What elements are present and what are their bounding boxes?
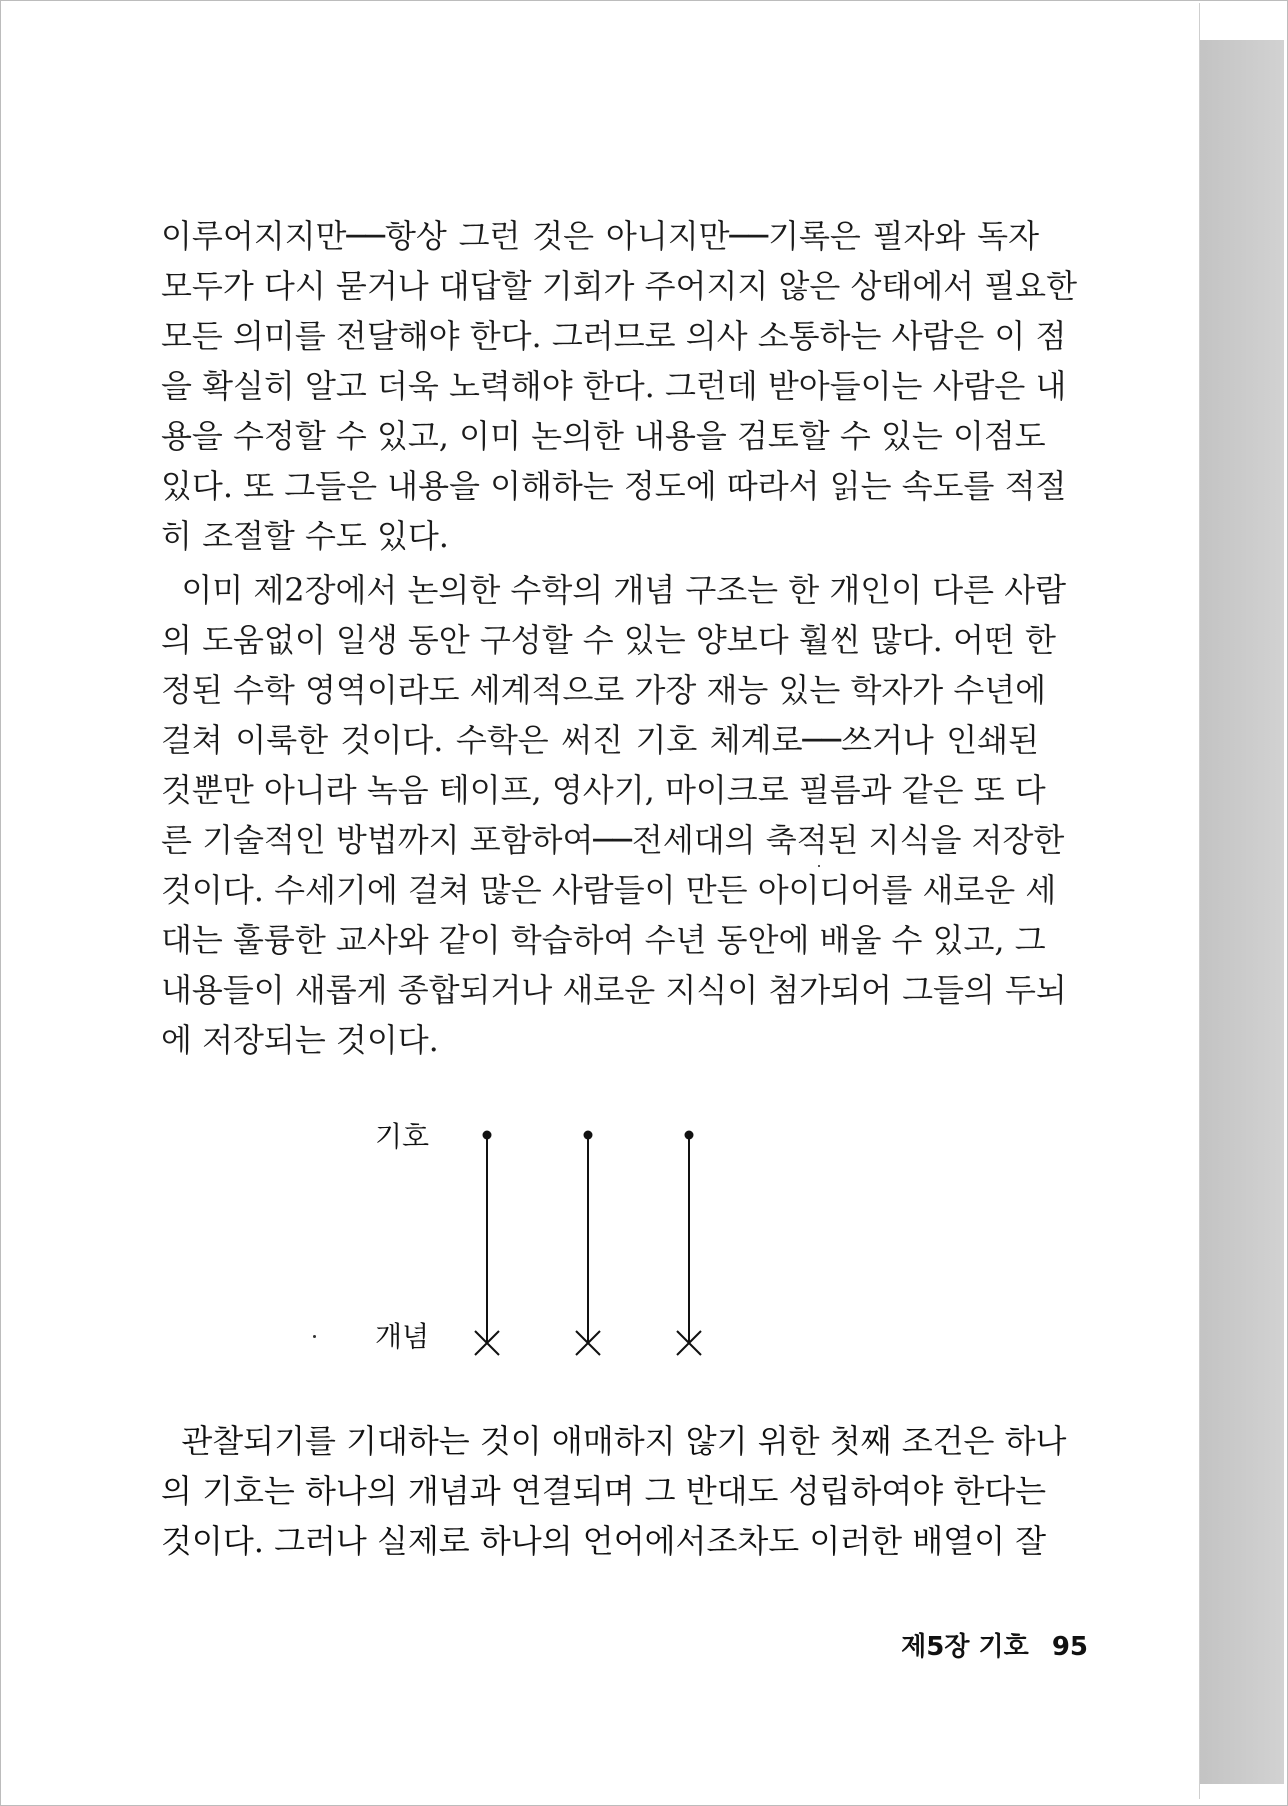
page-footer: [901, 1626, 1088, 1663]
symbol-concept-link: [677, 1131, 701, 1356]
text-line: 의 기호는 하나의 개념과 연결되며 그 반대도 성립하여야 한다는: [161, 1472, 1047, 1510]
chapter-title: 제5장 기호: [901, 1632, 1029, 1662]
text-line: 히 조절할 수도 있다.: [161, 517, 449, 555]
symbol-concept-diagram: [360, 1115, 760, 1375]
symbol-dot: [483, 1131, 492, 1140]
text-line: 대는 훌륭한 교사와 같이 학습하여 수년 동안에 배울 수 있고, 그: [161, 921, 1046, 959]
page-number: 95: [1051, 1632, 1088, 1662]
text-line: 관찰되기를 기대하는 것이 애매하지 않기 위한 첫째 조건은 하나: [161, 1422, 1067, 1460]
print-speck: [818, 865, 820, 867]
text-line: 을 확실히 알고 더욱 노력해야 한다. 그런데 받아들이는 사람은 내: [161, 367, 1067, 405]
text-line: 이미 제2장에서 논의한 수학의 개념 구조는 한 개인이 다른 사람: [161, 571, 1067, 609]
text-line: 있다. 또 그들은 내용을 이해하는 정도에 따라서 읽는 속도를 적절: [161, 467, 1067, 505]
text-line: 에 저장되는 것이다.: [161, 1021, 439, 1059]
body-text: [161, 211, 1078, 1065]
text-line: 내용들이 새롭게 종합되거나 새로운 지식이 첨가되어 그들의 두뇌: [161, 971, 1067, 1009]
text-line: 의 도움없이 일생 동안 구성할 수 있는 양보다 훨씬 많다. 어떤 한: [161, 621, 1056, 659]
paragraph-3: [161, 1416, 1067, 1566]
text-line: 것이다. 그러나 실제로 하나의 언어에서조차도 이러한 배열이 잘: [161, 1522, 1047, 1560]
text-line: 정된 수학 영역이라도 세계적으로 가장 재능 있는 학자가 수년에: [161, 671, 1047, 709]
symbol-label: 기호: [375, 1120, 430, 1153]
paragraph-2: [161, 565, 1067, 1065]
text-line: 모든 의미를 전달해야 한다. 그러므로 의사 소통하는 사람은 이 점: [161, 317, 1067, 355]
text-line: 용을 수정할 수 있고, 이미 논의한 내용을 검토할 수 있는 이점도: [161, 417, 1046, 455]
text-line: 걸쳐 이룩한 것이다. 수학은 써진 기호 체계로──쓰거나 인쇄된: [161, 721, 1039, 759]
symbol-concept-link: [475, 1131, 499, 1356]
symbol-dot: [685, 1131, 694, 1140]
text-line: 모두가 다시 묻거나 대답할 기회가 주어지지 않은 상태에서 필요한: [161, 267, 1078, 305]
page-stack-edge: [1198, 40, 1284, 1784]
symbol-dot: [584, 1131, 593, 1140]
paragraph-1: [161, 211, 1078, 561]
print-speck: [313, 1335, 316, 1338]
concept-label: 개념: [375, 1320, 430, 1353]
text-line: 른 기술적인 방법까지 포함하여──전세대의 축적된 지식을 저장한: [161, 821, 1065, 859]
text-line: 이루어지지만──항상 그런 것은 아니지만──기록은 필자와 독자: [161, 217, 1039, 255]
symbol-concept-link: [576, 1131, 600, 1356]
diagram-links: [360, 1115, 760, 1375]
text-line: 것뿐만 아니라 녹음 테이프, 영사기, 마이크로 필름과 같은 또 다: [161, 771, 1046, 809]
text-line: 것이다. 수세기에 걸쳐 많은 사람들이 만든 아이디어를 새로운 세: [161, 871, 1057, 909]
